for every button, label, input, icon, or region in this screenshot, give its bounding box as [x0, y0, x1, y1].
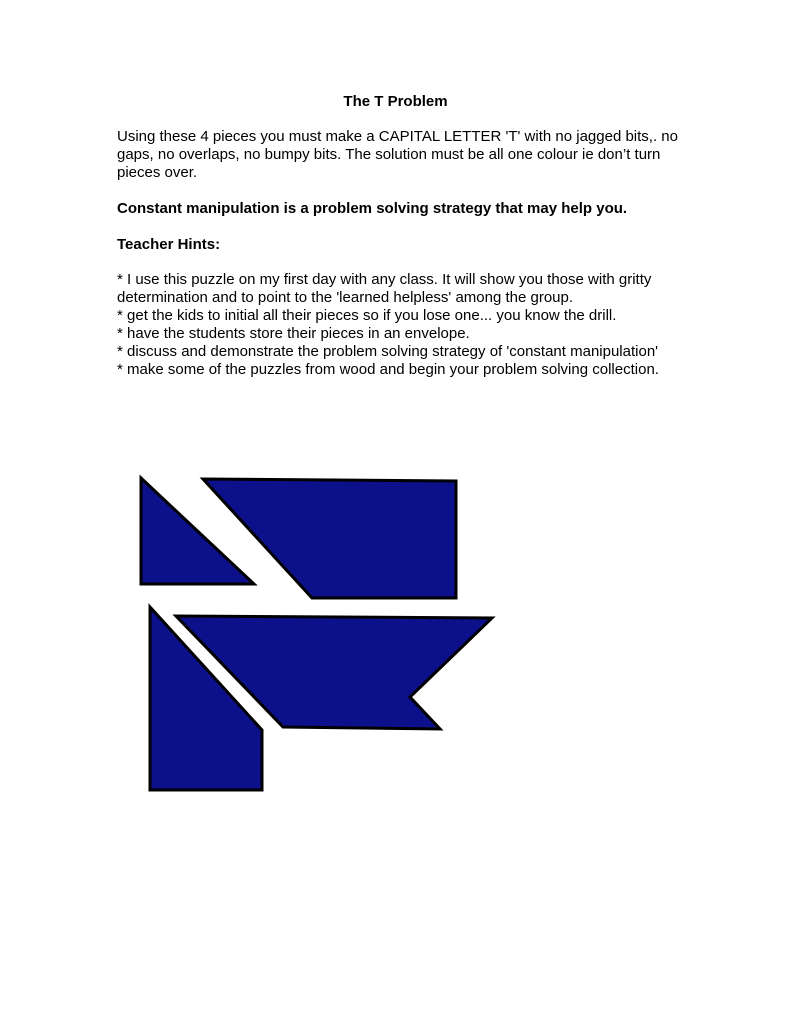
hint-item: * make some of the puzzles from wood and begin your problem solving collection.	[117, 361, 659, 378]
hint-item: * have the students store their pieces in an envelope.	[117, 325, 470, 342]
puzzle-piece-small-triangle	[141, 478, 254, 584]
strategy-paragraph	[117, 200, 697, 218]
page-title: The T Problem	[343, 93, 448, 110]
puzzle-piece-notched-flag	[176, 616, 492, 729]
puzzle-piece-trapezoid	[203, 479, 456, 598]
intro-paragraph	[117, 128, 697, 182]
puzzle-piece-pentagon	[150, 607, 262, 790]
intro-text: Using these 4 pieces you must make a CAPITAL LETTER 'T' with no jagged bits,. no gaps, no overlaps, no bumpy bits. The solution must be all one colour ie don’t turn pieces over.	[117, 128, 678, 181]
hints-list	[117, 271, 697, 379]
hint-item: * I use this puzzle on my first day with any class. It will show you those with gritty determination and to point to the 'learned helpless' among the group.	[117, 271, 652, 306]
hint-item: * discuss and demonstrate the problem solving strategy of 'constant manipulation'	[117, 343, 659, 360]
strategy-text: Constant manipulation is a problem solving strategy that may help you.	[117, 200, 628, 217]
hints-heading-text: Teacher Hints:	[117, 236, 221, 253]
hints-heading	[117, 236, 697, 254]
hint-item: * get the kids to initial all their pieces so if you lose one... you know the drill.	[117, 307, 617, 324]
